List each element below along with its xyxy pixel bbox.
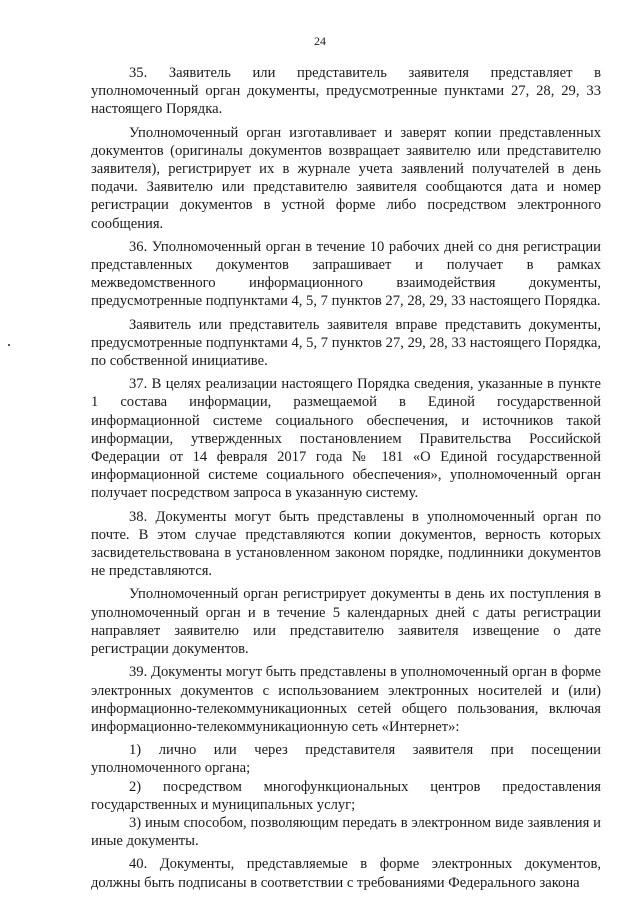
document-body xyxy=(91,64,601,892)
paragraph-37: 37. В целях реализации настоящего Порядка сведения, указанные в пункте 1 состава информации, размещаемой в Единой государственной информационной системе социального обеспечения, и источников такой информации, утвержденных постановлением Правительства Российской Федерации от 14 февраля 2017 года № 181 «О Единой государственной информационной системе социального обеспечения», уполномоченный орган получает посредством запроса в указанную систему. xyxy=(91,376,601,502)
paragraph-39: 39. Документы могут быть представлены в уполномоченный орган в форме электронных документов с использованием электронных носителей и (или) информационно-телекоммуникационных сетей общего пользования, включая информационно-телекоммуникационную сеть «Интернет»: xyxy=(91,664,601,735)
scan-dot-mark xyxy=(8,344,10,346)
paragraph-38-registration: Уполномоченный орган регистрирует документы в день их поступления в уполномоченный орган и в течение 5 календарных дней с даты регистрации направляет заявителю или представителю заявителя извещение о дате регистрации документов. xyxy=(91,586,601,658)
paragraph-36: 36. Уполномоченный орган в течение 10 рабочих дней со дня регистрации представленных документов запрашивает и получает в рамках межведомственного информационного взаимодействия документы, предусмотренные подпунктами 4, 5, 7 пунктов 27, 28, 29, 33 настоящего Порядка. xyxy=(91,238,601,310)
paragraph-36-initiative: Заявитель или представитель заявителя вправе представить документы, предусмотренные подпунктами 4, 5, 7 пунктов 27, 29, 28, 33 настоящего Порядка, по собственной инициативе. xyxy=(91,316,601,370)
paragraph-35: 35. Заявитель или представитель заявителя представляет в уполномоченный орган документы, предусмотренные пунктами 27, 28, 29, 33 настоящего Порядка. xyxy=(91,65,601,118)
paragraph-40: 40. Документы, представляемые в форме электронных документов, должны быть подписаны в соответствии с требованиями Федерального закона xyxy=(91,856,601,891)
list-item-3: 3) иным способом, позволяющим передать в электронном виде заявления и иные документы. xyxy=(91,814,601,850)
paragraph-38: 38. Документы могут быть представлены в уполномоченный орган по почте. В этом случае представляются копии документов, верность которых засвидетельствована в установленном законом порядке, подлинники документов не представляются. xyxy=(91,508,601,580)
list-item-2: 2) посредством многофункциональных центров предоставления государственных и муниципальных услуг; xyxy=(91,778,601,813)
list-item-1: 1) лично или через представителя заявителя при посещении уполномоченного органа; xyxy=(91,742,601,777)
paragraph-35-copies: Уполномоченный орган изготавливает и заверят копии представленных документов (оригиналы документов возвращает заявителю или представителю заявителя), регистрирует их в журнале учета заявлений получателей в день подачи. Заявителю или представителю заявителя сообщаются дата и номер регистрации документов в устной форме либо посредством электронного сообщения. xyxy=(91,124,601,232)
page-number: 24 xyxy=(314,34,326,48)
